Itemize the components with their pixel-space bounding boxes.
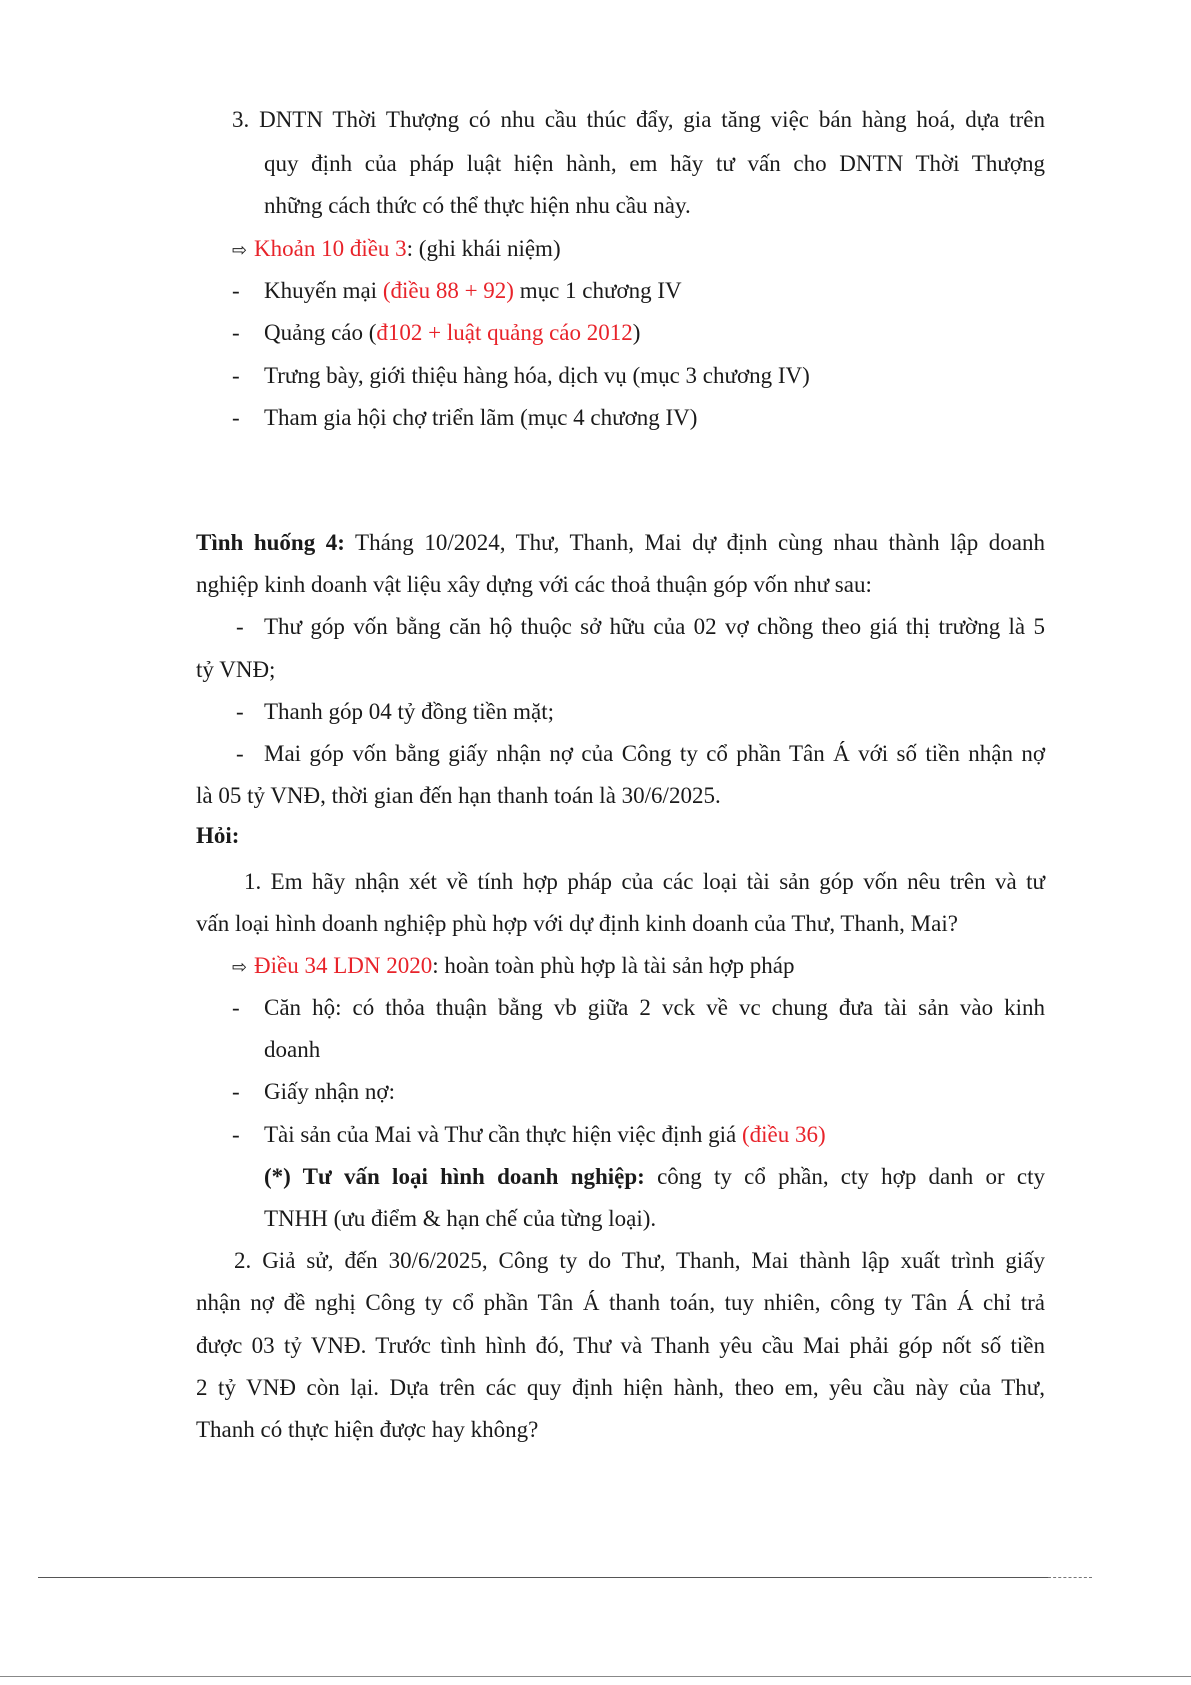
page-bottom-edge bbox=[0, 1676, 1191, 1685]
bullet-text: mục 1 chương IV bbox=[513, 278, 682, 303]
q3-bullet-display: Trưng bày, giới thiệu hàng hóa, dịch vụ (mục 3 chương IV) bbox=[264, 363, 810, 388]
q3-line-1: 3. DNTN Thời Thượng có nhu cầu thúc đẩy, gia tăng việc bán hàng hoá, dựa trên bbox=[232, 107, 1045, 132]
answer-ref-highlight: Điều 34 LDN 2020 bbox=[254, 953, 433, 978]
case4-question-2-line-4: 2 tỷ VNĐ còn lại. Dựa trên các quy định hiện hành, theo em, yêu cầu này của Thư, bbox=[196, 1375, 1045, 1400]
q3-reference bbox=[232, 234, 561, 266]
case4-question-2-line-5: Thanh có thực hiện được hay không? bbox=[196, 1417, 539, 1442]
case4-dash: - bbox=[236, 741, 244, 766]
bullet-highlight: (điều 88 + 92) bbox=[382, 278, 514, 303]
case4-contrib-thu-cont: tỷ VNĐ; bbox=[196, 657, 276, 682]
q3-line-2: quy định của pháp luật hiện hành, em hãy tư vấn cho DNTN Thời Thượng bbox=[264, 151, 1045, 176]
bullet-text: ) bbox=[632, 320, 641, 345]
answer-ref-text: : hoàn toàn phù hợp là tài sản hợp pháp bbox=[432, 953, 795, 978]
case4-ask-heading: Hỏi: bbox=[196, 823, 240, 848]
q3-bullet-advertising bbox=[264, 318, 640, 348]
q3-ref-highlight: Khoản 10 điều 3 bbox=[254, 236, 407, 261]
q3-ref-text: : (ghi khái niệm) bbox=[406, 236, 561, 261]
bullet-text: Khuyến mại bbox=[264, 278, 383, 303]
case4-dash: - bbox=[232, 1079, 240, 1104]
arrow-right-icon: ⇨ bbox=[232, 240, 248, 261]
case4-contrib-mai: Mai góp vốn bằng giấy nhận nợ của Công ty cổ phần Tân Á với số tiền nhận nợ bbox=[264, 741, 1045, 766]
detail-text: Tài sản của Mai và Thư cần thực hiện việc định giá bbox=[264, 1122, 742, 1147]
q3-bullet-fair: Tham gia hội chợ triển lãm (mục 4 chương IV) bbox=[264, 405, 698, 430]
case4-dash: - bbox=[236, 614, 244, 639]
case4-detail-debt-note: Giấy nhận nợ: bbox=[264, 1079, 395, 1104]
q3-bullet-dash: - bbox=[232, 320, 240, 345]
case4-contrib-thanh: Thanh góp 04 tỷ đồng tiền mặt; bbox=[264, 699, 555, 724]
case4-question-1-cont: vấn loại hình doanh nghiệp phù hợp với dự định kinh doanh của Thư, Thanh, Mai? bbox=[196, 911, 958, 936]
case4-advice-cont: TNHH (ưu điểm & hạn chế của từng loại). bbox=[264, 1206, 657, 1231]
advice-text: công ty cổ phần, cty hợp danh or cty bbox=[644, 1164, 1046, 1189]
arrow-right-icon: ⇨ bbox=[232, 957, 248, 978]
case4-title: Tình huống 4: bbox=[196, 530, 345, 555]
case4-detail-valuation bbox=[264, 1120, 826, 1150]
q3-bullet-promotion bbox=[264, 276, 682, 306]
case4-question-2: 2. Giả sử, đến 30/6/2025, Công ty do Thư, Thanh, Mai thành lập xuất trình giấy bbox=[234, 1248, 1045, 1273]
case4-dash: - bbox=[232, 995, 240, 1020]
q3-bullet-dash: - bbox=[232, 278, 240, 303]
advice-heading: (*) Tư vấn loại hình doanh nghiệp: bbox=[264, 1164, 645, 1189]
case4-contrib-thu: Thư góp vốn bằng căn hộ thuộc sở hữu của 02 vợ chồng theo giá thị trường là 5 bbox=[264, 614, 1045, 639]
case4-question-2-line-2: nhận nợ đề nghị Công ty cổ phần Tân Á thanh toán, tuy nhiên, công ty Tân Á chỉ trả bbox=[196, 1290, 1045, 1315]
case4-answer-ref bbox=[232, 951, 794, 983]
case4-intro-line-2: nghiệp kinh doanh vật liệu xây dựng với các thoả thuận góp vốn như sau: bbox=[196, 572, 872, 597]
bullet-text: Quảng cáo ( bbox=[264, 320, 377, 345]
q3-line-3: những cách thức có thể thực hiện nhu cầu này. bbox=[264, 193, 691, 218]
case4-dash: - bbox=[236, 699, 244, 724]
footer-divider-dashed bbox=[1048, 1577, 1092, 1578]
bullet-highlight: đ102 + luật quảng cáo 2012 bbox=[376, 320, 633, 345]
case4-advice bbox=[264, 1162, 1045, 1192]
case4-question-2-line-3: được 03 tỷ VNĐ. Trước tình hình đó, Thư và Thanh yêu cầu Mai phải góp nốt số tiền bbox=[196, 1333, 1045, 1358]
footer-divider bbox=[38, 1577, 1048, 1578]
case4-question-1: 1. Em hãy nhận xét về tính hợp pháp của các loại tài sản góp vốn nêu trên và tư bbox=[244, 869, 1045, 894]
case4-contrib-mai-cont: là 05 tỷ VNĐ, thời gian đến hạn thanh toán là 30/6/2025. bbox=[196, 783, 721, 808]
case4-detail-apartment-cont: doanh bbox=[264, 1037, 321, 1062]
q3-bullet-dash: - bbox=[232, 405, 240, 430]
case4-intro-text: Tháng 10/2024, Thư, Thanh, Mai dự định cùng nhau thành lập doanh bbox=[344, 530, 1045, 555]
q3-bullet-dash: - bbox=[232, 363, 240, 388]
case4-detail-apartment: Căn hộ: có thỏa thuận bằng vb giữa 2 vck về vc chung đưa tài sản vào kinh bbox=[264, 995, 1045, 1020]
case4-dash: - bbox=[232, 1122, 240, 1147]
detail-highlight: (điều 36) bbox=[741, 1122, 826, 1147]
case4-intro-line-1 bbox=[196, 528, 1045, 558]
